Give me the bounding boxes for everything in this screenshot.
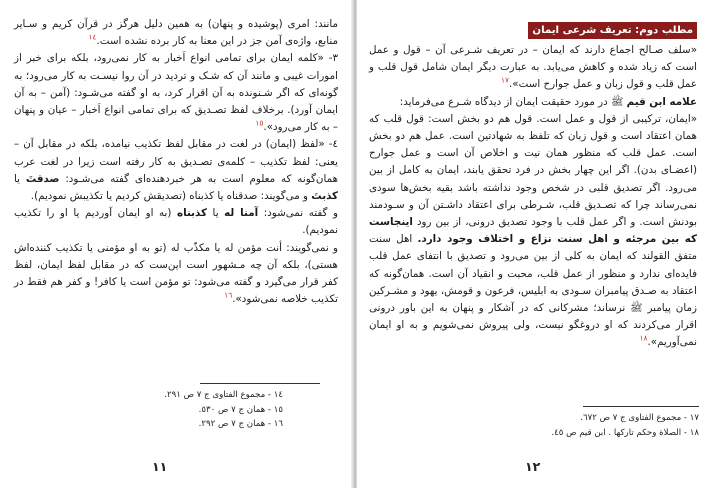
footnote-17: ١٧ - مجموع الفتاوی ج ٧ ص ٦٧٢. [580, 413, 699, 423]
footnote-reference: ١٥ [255, 118, 264, 128]
body-text: یا [14, 172, 26, 185]
section-heading: مطلب دوم: تعریف شرعی ایمان [528, 22, 697, 39]
emphasized-text: کذبتَ [311, 190, 338, 203]
emphasized-text: علامه ابن قیم [626, 95, 697, 108]
footnote-reference: ١٧ [500, 75, 510, 85]
body-text: ٤- «لفظ (ایمان) در لغت در مقابل لفظ تکذیب نیامده، بلکه در مقابل آن – یعنی: لفظ تکذیب – کلمه‌ی تصـدیق به کار رفته است زیرا در لغت عرب همان‌گونه که معلوم است به هر خبردهنده‌ای گفته می‌شـود: [14, 138, 338, 185]
paragraph [369, 42, 697, 94]
body-text: و نمی‌گویند: أنت مؤمن له یا مکذّب له (تو به او مؤمنی یا تکذیب کننده‌اش هستی)، بلکه آن چه مـشهور است این‌ست که در مقابل لفظ ایمان، لفظ کفر قرار می‌گیرد و گفته می‌شود: تو مؤمن است یا کافر! و کفر هم فقط در تکذیب خلاصه نمی‌شود». [14, 241, 338, 306]
paragraph [369, 111, 697, 352]
page-12-paragraphs [369, 42, 697, 352]
paragraph [14, 136, 338, 205]
body-text: «سلف صـالح اجماع دارند که ایمان – در تعریف شـرعی آن – قول و عمل است که زیاد شده و کاهش می‌یابد. به عبارت دیگر ایمان شامل قول قلب و عمل قلب و قول زبان و عمل جوارح است». [369, 44, 697, 91]
page-11-body [14, 16, 338, 308]
page-number: ١٢ [525, 459, 541, 474]
body-text: (به او ایمان آوردیم یا او را تکذیب نمودیم). [14, 207, 338, 237]
footnote-18: ١٨ - الصلاة وحکم تارکها . ابن قیم ص ٤٥. [551, 427, 699, 438]
body-text: یا [206, 207, 225, 220]
paragraph [14, 205, 338, 239]
footnote-divider [583, 406, 699, 407]
emphasized-text: آمنا له [224, 207, 259, 220]
paragraph [369, 94, 697, 111]
body-text: و گفته نمی‌شود: [258, 207, 339, 220]
page-number: ١١ [152, 459, 168, 474]
footnote-14: ١٤ - مجموع الفتاوی ج ٧ ص ٢٩١. [164, 390, 283, 400]
paragraph [14, 16, 338, 50]
page-12 [357, 0, 711, 488]
paragraph [14, 240, 338, 309]
page-11-footnotes [83, 388, 283, 432]
page-11 [0, 0, 353, 488]
body-text: اهل سنت متفق القولند که ایمان به کلی از بین می‌رود و تصدیق با انتفای عمل قلب فایده‌ای ندارد و منظور از عمل قلب، محبت و انقیاد آن است. همان‌گونه که اعتقاد به صـدق پیامبران سـودی به ابلیس، فرعون و قومش، یهود و مشـرکین زمان پیامبر ﷺ نرساند؛ مشرکانی که در آشکار و پنهان به این باور درونی اقرار می‌کردند که او دروغگو نیست، ولی پیروش نمی‌شویم و به او ایمان نمی‌آوریم». [369, 233, 697, 349]
page-12-body [369, 22, 697, 352]
body-text: ٣- «کلمه ایمان برای تمامی انواع اَخبار به کار نمی‌رود، بلکه برای خبر از امورات غیبی و مانند آن که شـک و تردید در آن روا نیسـت به کار می‌رود؛ به گونه‌ای که اگر شـنونده به آن اقرار کرد، به او گفته می‌شـود: (آمن – به آن ایمان آورد). برخلاف لفظ تصـدیق که برای تمامی انواع اَخبار – عیان و پنهان – به کار می‌رود». [14, 52, 338, 134]
footnote-divider [200, 383, 320, 384]
body-text: ﷺ در مورد حقیقت ایمان از دیدگاه شـرع می‌فرماید: [399, 95, 627, 108]
emphasized-text: کذبناه [177, 207, 207, 220]
page-12-footnotes [369, 411, 699, 440]
body-text: مانند: امری (پوشیده و پنهان) به همین دلیل هرگز در قرآن کریم و سـایر منابع، واژه‌ی آمن جز در این معنا به کار برده نشده است. [14, 18, 338, 48]
footnote-reference: ١٦ [224, 290, 233, 300]
footnote-16: ١٦ - همان ج ٧ ص ٢٩٢. [198, 419, 283, 429]
footnote-reference: ١٨ [639, 334, 648, 344]
footnote-reference: ١٤ [88, 32, 97, 42]
paragraph [14, 50, 338, 136]
emphasized-text: اینجاست که بین مرجئه و اهل سنت نزاع و اختلاف وجود دارد. [369, 216, 697, 246]
emphasized-text: صدقتَ [25, 172, 60, 185]
footnote-15: ١٥ - همان ج ٧ ص ٥٣٠. [198, 404, 283, 415]
body-text: و می‌گویند: صدقناه یا کذبناه (تصدیقش کردیم یا تکذیبش نمودیم). [30, 190, 312, 203]
body-text: «ایمان، ترکیبی از قول و عمل است. قول هم دو بخش است: قول قلب که همان اعتقاد است و قول زبان که تلفظ به شهادتین است. عمل هم دو بخش است. عمل قلب که منظور همان نیت و اخلاص آن است و عمل جوارح (اعضـای بدن). اگر این چهار بخش در فرد تحقق یابند، ایمان به کامل از بین می‌رود. اگر تصدیق قلبی در شخص وجود نداشته باشد بقیه بخش‌ها سودی نمی‌رساند چرا که تصـدیق قلب، شـرطی برای اعتقاد داشـتن آن و سـودمند بودنش است. و اگر عمل قلب با وجود تصدیق درونی، از بین رود [369, 112, 697, 229]
